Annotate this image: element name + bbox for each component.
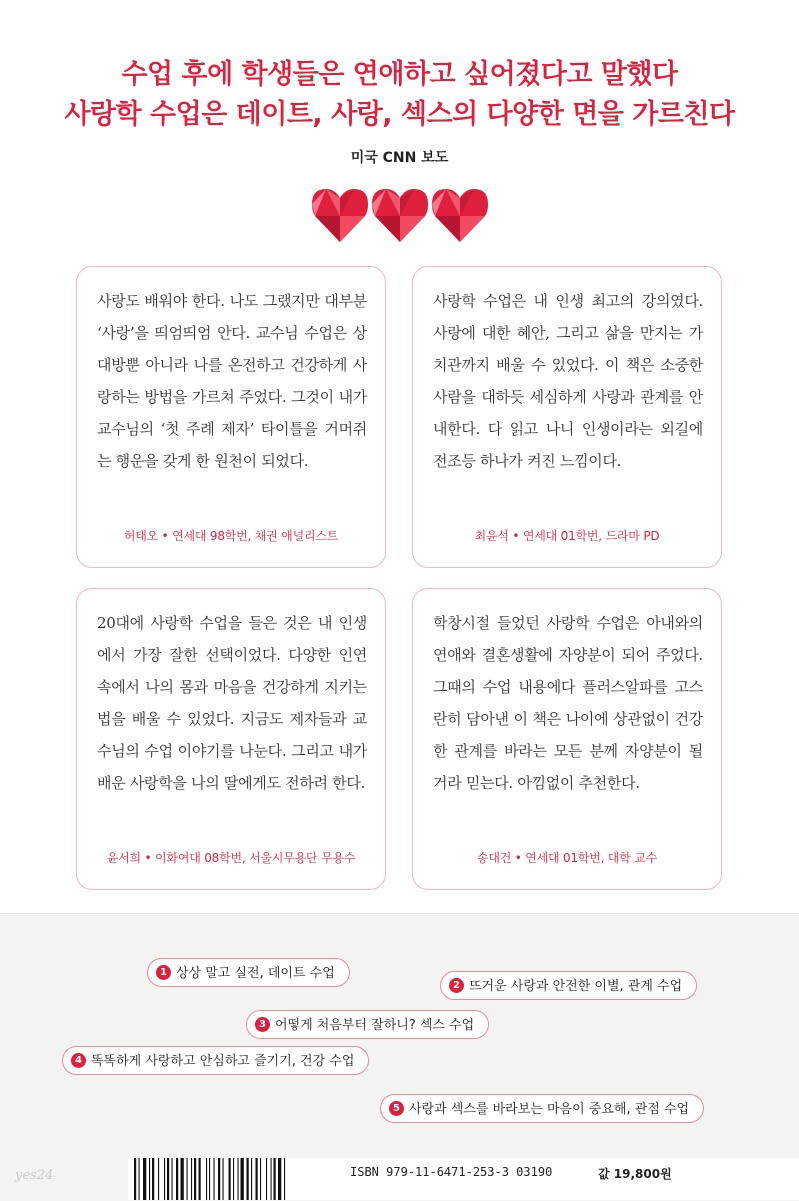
review-author: 허태오 • 연세대 98학번, 채권 애널리스트 [123,529,339,543]
review-author: 송대건 • 연세대 01학번, 대학 교수 [476,851,658,865]
topic-number: 5 [389,1101,404,1116]
watermark: yes24 [15,1168,54,1183]
isbn-text: ISBN 979-11-6471-253-3 03190 [350,1165,553,1179]
topic-label: 어떻게 처음부터 잘하니? 섹스 수업 [275,1018,475,1033]
source-credit: 미국 CNN 보도 [350,150,449,166]
review-card [76,266,386,568]
topic-pill [380,1094,704,1123]
topic-pill [440,971,697,1000]
topic-pill [62,1046,369,1075]
heart-icon [432,189,488,242]
topic-label: 똑똑하게 사랑하고 안심하고 즐기기, 건강 수업 [91,1054,355,1069]
topic-number: 2 [449,978,464,993]
topic-label: 뜨거운 사랑과 안전한 이별, 관계 수업 [469,979,683,994]
review-text: 사랑학 수업은 내 인생 최고의 강의였다. 사랑에 대한 혜안, 그리고 삶을 만지는 가치관까지 배울 수 있었다. 이 책은 소중한 사람을 대하듯 세심하게 사랑과 관계를 안내한다. 다 읽고 나니 인생이라는 외길에 전조등 하나가 켜진 느낌이다. [433,292,703,470]
review-text: 학창시절 들었던 사랑학 수업은 아내와의 연애와 결혼생활에 자양분이 되어 주었다. 그때의 수업 내용에다 플러스알파를 고스란히 담아낸 이 책은 나이에 상관없이 건강한 관계를 바라는 모든 분께 자양분이 될 거라 믿는다. 아낌없이 추천한다. [433,614,703,792]
review-author: 최윤석 • 연세대 01학번, 드라마 PD [474,529,660,543]
heart-icon [372,189,428,242]
price-text: 값 19,800원 [598,1167,672,1181]
heart-icon [312,189,368,242]
topic-number: 3 [255,1017,270,1032]
review-card [412,588,722,890]
headline-line-1: 수업 후에 학생들은 연애하고 싶어졌다고 말했다 [121,59,678,90]
review-card [76,588,386,890]
topic-pill [147,958,350,987]
topic-number: 4 [71,1053,86,1068]
review-author: 윤서희 • 이화여대 08학번, 서울시무용단 무용수 [106,851,356,865]
review-card [412,266,722,568]
topic-number: 1 [156,965,171,980]
topic-label: 상상 말고 실전, 데이트 수업 [176,966,335,981]
headline-line-2: 사랑학 수업은 데이트, 사랑, 섹스의 다양한 면을 가르친다 [64,99,735,130]
barcode-area [128,1158,799,1200]
barcode-icon [134,1158,330,1200]
topic-pill [246,1010,489,1039]
review-text: 사랑도 배워야 한다. 나도 그랬지만 대부분 ‘사랑’을 띄엄띄엄 안다. 교수님 수업은 상대방뿐 아니라 나를 온전하고 건강하게 사랑하는 방법을 가르쳐 주었다. 그것이 내가 교수님의 ‘첫 주례 제자’ 타이틀을 거머쥐는 행운을 갖게 한 원천이 되었다. [97,292,367,470]
hearts-decoration [310,186,490,246]
review-text: 20대에 사랑학 수업을 들은 것은 내 인생에서 가장 잘한 선택이었다. 다양한 인연 속에서 나의 몸과 마음을 건강하게 지키는 법을 배울 수 있었다. 지금도 제자들과 교수님의 수업 이야기를 나눈다. 그리고 내가 배운 사랑학을 나의 딸에게도 전하려 한다. [97,614,367,792]
topic-label: 사랑과 섹스를 바라보는 마음이 중요해, 관점 수업 [409,1102,690,1117]
